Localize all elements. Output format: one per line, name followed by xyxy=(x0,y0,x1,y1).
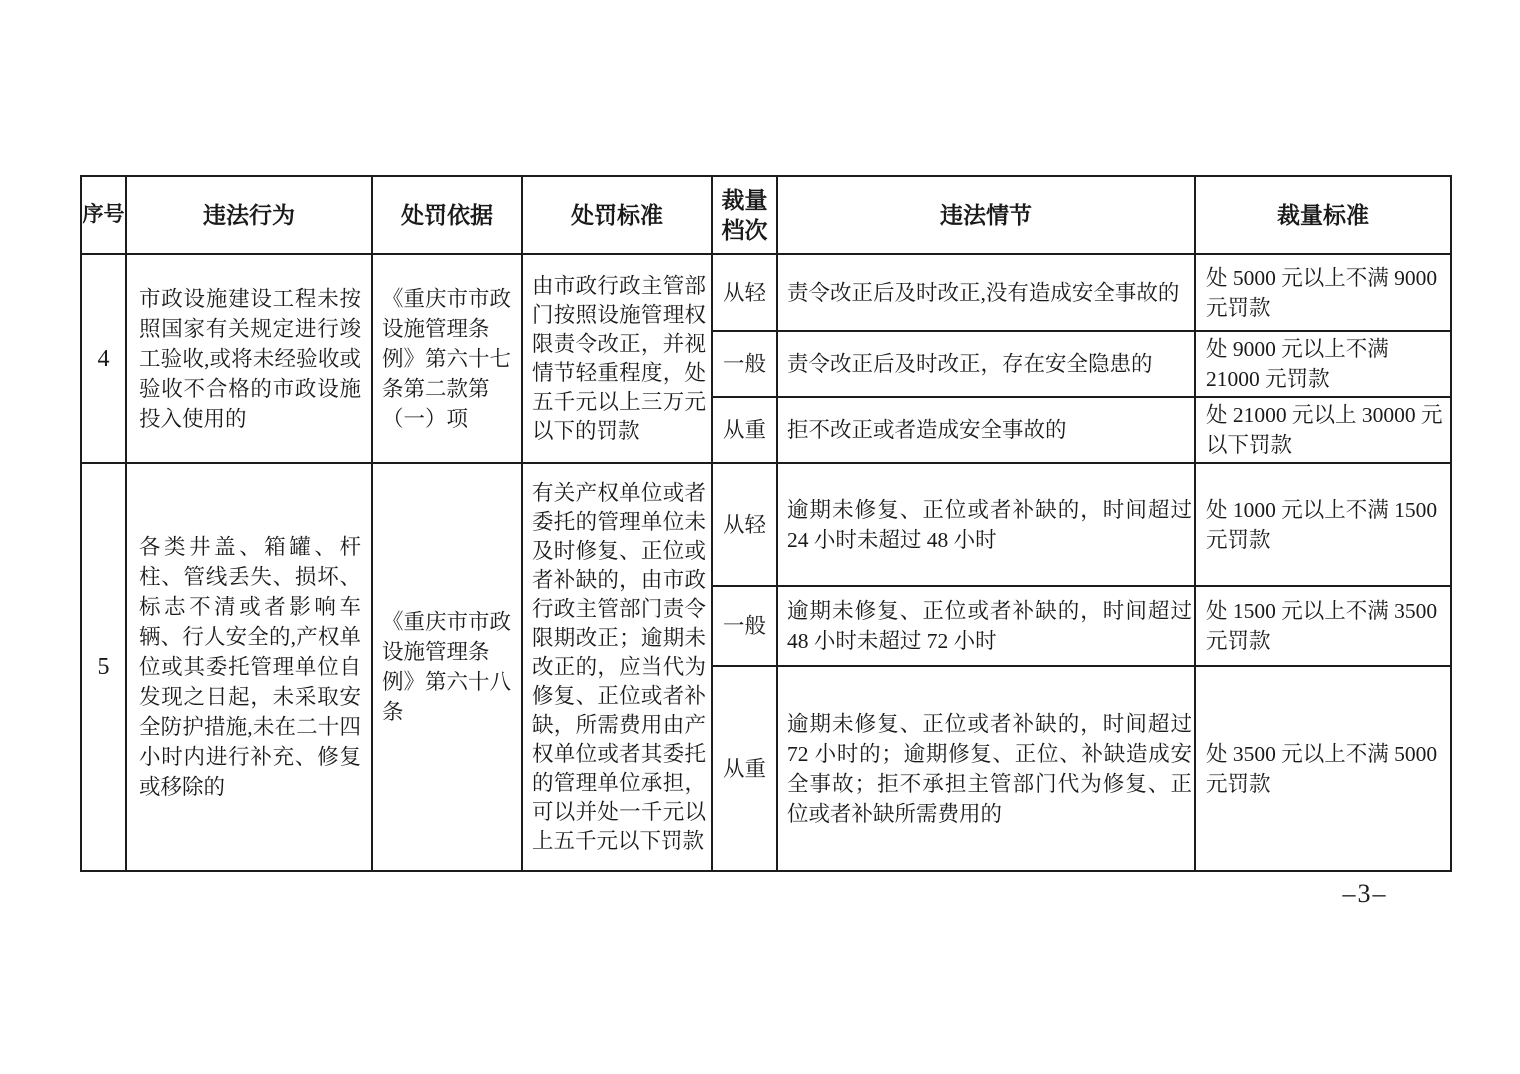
header-discretion-level xyxy=(712,176,777,254)
header-discretion-level-line2: 档次 xyxy=(721,217,768,243)
penalty-discretion-table xyxy=(80,175,1452,872)
cell-serial-number: 4 xyxy=(81,254,126,463)
cell-discretion-standard: 处 5000 元以上不满 9000 元罚款 xyxy=(1195,254,1451,331)
header-penalty-basis: 处罚依据 xyxy=(372,176,522,254)
cell-circumstance: 责令改正后及时改正，存在安全隐患的 xyxy=(777,331,1195,397)
cell-discretion-standard: 处 9000 元以上不满 21000 元罚款 xyxy=(1195,331,1451,397)
cell-level-heavy: 从重 xyxy=(712,397,777,463)
cell-penalty-standard: 有关产权单位或者委托的管理单位未及时修复、正位或者补缺的，由市政行政主管部门责令限期改正；逾期未改正的，应当代为修复、正位或者补缺，所需费用由产权单位或者其委托的管理单位承担，可以并处一千元以上五千元以下罚款 xyxy=(522,463,712,871)
cell-circumstance: 逾期未修复、正位或者补缺的，时间超过 72 小时的；逾期修复、正位、补缺造成安全事故；拒不承担主管部门代为修复、正位或者补缺所需费用的 xyxy=(777,666,1195,871)
header-illegal-behavior: 违法行为 xyxy=(126,176,372,254)
header-penalty-standard: 处罚标准 xyxy=(522,176,712,254)
cell-circumstance: 责令改正后及时改正,没有造成安全事故的 xyxy=(777,254,1195,331)
cell-level-light: 从轻 xyxy=(712,463,777,586)
table-row-4-light xyxy=(81,254,1451,331)
cell-penalty-basis: 《重庆市市政设施管理条例》第六十七条第二款第（一）项 xyxy=(372,254,522,463)
cell-circumstance: 逾期未修复、正位或者补缺的，时间超过 48 小时未超过 72 小时 xyxy=(777,586,1195,666)
cell-level-heavy: 从重 xyxy=(712,666,777,871)
header-discretion-level-line1: 裁量 xyxy=(721,187,768,213)
cell-illegal-behavior: 各类井盖、箱罐、杆柱、管线丢失、损坏、标志不清或者影响车辆、行人安全的,产权单位或其委托管理单位自发现之日起，未采取安全防护措施,未在二十四小时内进行补充、修复或移除的 xyxy=(126,463,372,871)
page-number: –3– xyxy=(1342,879,1388,908)
cell-level-general: 一般 xyxy=(712,331,777,397)
cell-penalty-basis: 《重庆市市政设施管理条例》第六十八条 xyxy=(372,463,522,871)
cell-circumstance: 拒不改正或者造成安全事故的 xyxy=(777,397,1195,463)
cell-level-light: 从轻 xyxy=(712,254,777,331)
header-discretion-standard: 裁量标准 xyxy=(1195,176,1451,254)
table-header-row xyxy=(81,176,1451,254)
cell-level-general: 一般 xyxy=(712,586,777,666)
cell-penalty-standard: 由市政行政主管部门按照设施管理权限责令改正，并视情节轻重程度，处五千元以上三万元以下的罚款 xyxy=(522,254,712,463)
cell-discretion-standard: 处 1000 元以上不满 1500 元罚款 xyxy=(1195,463,1451,586)
cell-serial-number: 5 xyxy=(81,463,126,871)
header-illegal-circumstance: 违法情节 xyxy=(777,176,1195,254)
cell-discretion-standard: 处 1500 元以上不满 3500 元罚款 xyxy=(1195,586,1451,666)
cell-discretion-standard: 处 3500 元以上不满 5000 元罚款 xyxy=(1195,666,1451,871)
cell-illegal-behavior: 市政设施建设工程未按照国家有关规定进行竣工验收,或将未经验收或验收不合格的市政设施投入使用的 xyxy=(126,254,372,463)
cell-discretion-standard: 处 21000 元以上 30000 元以下罚款 xyxy=(1195,397,1451,463)
header-serial-number: 序号 xyxy=(81,176,126,254)
table-row-5-light xyxy=(81,463,1451,586)
cell-circumstance: 逾期未修复、正位或者补缺的，时间超过 24 小时未超过 48 小时 xyxy=(777,463,1195,586)
